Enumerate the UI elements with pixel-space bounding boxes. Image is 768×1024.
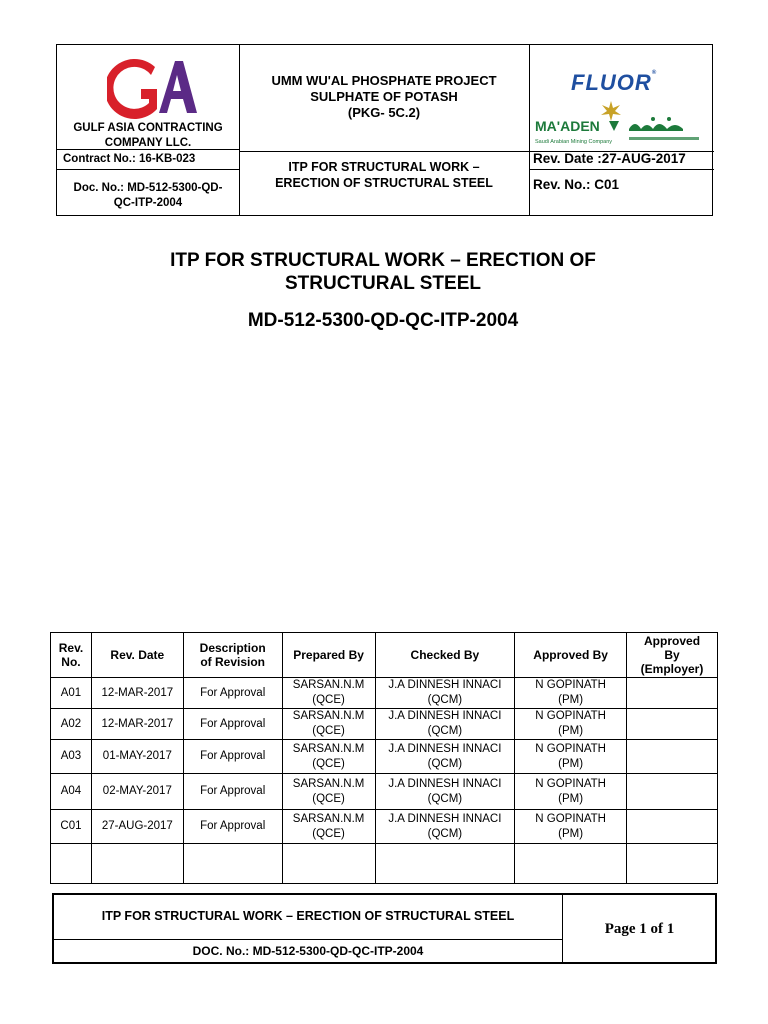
revision-table-header xyxy=(51,633,718,678)
prepared-by-cell xyxy=(282,740,375,774)
column-header: Rev. No. xyxy=(51,633,92,678)
approved-by-line: (PM) xyxy=(558,725,584,737)
checked-by-line: (QCM) xyxy=(427,725,463,737)
rev-number-cell: C01 xyxy=(51,810,92,844)
checked-by-line: (QCM) xyxy=(427,792,463,805)
employer-approval-cell xyxy=(627,810,718,844)
checked-by-line: (QCM) xyxy=(427,757,463,770)
rev-date-cell: 12-MAR-2017 xyxy=(91,678,183,709)
maaden-logo-subtitle: Saudi Arabian Mining Company xyxy=(535,139,613,145)
header-divider xyxy=(57,169,239,170)
approved-by-line: N GOPINATH xyxy=(535,710,606,722)
empty-cell xyxy=(375,844,515,884)
page-number: Page 1 of 1 xyxy=(604,921,675,937)
footer-title: ITP FOR STRUCTURAL WORK – ERECTION OF STRUCTURAL STEEL xyxy=(101,909,515,923)
prepared-by-line: SARSAN.N.M xyxy=(292,812,365,825)
description-cell: For Approval xyxy=(183,810,282,844)
approved-by-line: (PM) xyxy=(558,694,584,706)
document-footer xyxy=(52,893,717,964)
empty-cell xyxy=(183,844,282,884)
rev-date-cell: 27-AUG-2017 xyxy=(91,810,183,844)
checked-by-line: J.A DINNESH INNACI xyxy=(388,742,502,755)
revision-date: Rev. Date :27-AUG-2017 xyxy=(533,151,686,166)
approved-by-cell xyxy=(515,810,627,844)
checked-by-cell xyxy=(375,678,515,709)
rev-number-cell: A02 xyxy=(51,709,92,740)
table-row xyxy=(51,678,718,709)
header-divider xyxy=(529,45,530,215)
maaden-logo xyxy=(533,101,713,149)
approved-by-cell xyxy=(515,678,627,709)
checked-by-line: (QCM) xyxy=(427,694,463,706)
document-number: MD-512-5300-QD-QC-ITP-2004 xyxy=(247,310,519,331)
prepared-by-line: SARSAN.N.M xyxy=(292,679,365,691)
prepared-by-line: SARSAN.N.M xyxy=(292,742,365,755)
checked-by-line: J.A DINNESH INNACI xyxy=(388,679,502,691)
approved-by-line: (PM) xyxy=(558,827,584,840)
header-doc-number-line: QC-ITP-2004 xyxy=(113,197,183,209)
approved-by-line: N GOPINATH xyxy=(535,742,606,755)
maaden-logo-text: MA'ADEN xyxy=(535,118,600,134)
empty-cell xyxy=(282,844,375,884)
gulf-asia-logo xyxy=(107,53,197,125)
column-header: Checked By xyxy=(375,633,515,678)
rev-date-cell: 12-MAR-2017 xyxy=(91,709,183,740)
prepared-by-line: (QCE) xyxy=(312,827,345,840)
table-row xyxy=(51,709,718,740)
approved-by-cell xyxy=(515,740,627,774)
description-cell: For Approval xyxy=(183,709,282,740)
approved-by-line: N GOPINATH xyxy=(535,777,606,790)
column-header: Approved By xyxy=(515,633,627,678)
employer-approval-cell xyxy=(627,740,718,774)
project-name-line: SULPHATE OF POTASH xyxy=(310,89,458,104)
employer-approval-cell xyxy=(627,774,718,810)
checked-by-line: J.A DINNESH INNACI xyxy=(388,777,502,790)
document-title xyxy=(100,249,666,295)
fluor-logo-text: FLUOR xyxy=(571,70,652,95)
approved-by-line: (PM) xyxy=(558,757,584,770)
description-cell: For Approval xyxy=(183,774,282,810)
revision-table xyxy=(50,632,718,884)
checked-by-cell xyxy=(375,740,515,774)
checked-by-cell xyxy=(375,810,515,844)
table-row xyxy=(51,810,718,844)
employer-approval-cell xyxy=(627,709,718,740)
approved-by-cell xyxy=(515,709,627,740)
table-row-empty xyxy=(51,844,718,884)
project-name-line: UMM WU'AL PHOSPHATE PROJECT xyxy=(271,73,497,88)
table-row xyxy=(51,774,718,810)
approved-by-line: N GOPINATH xyxy=(535,679,606,691)
approved-by-line: N GOPINATH xyxy=(535,812,606,825)
header-itp-title-line: ERECTION OF STRUCTURAL STEEL xyxy=(275,176,493,190)
header-itp-title-line: ITP FOR STRUCTURAL WORK – xyxy=(288,160,480,174)
registered-mark: ® xyxy=(651,70,658,76)
column-header: Prepared By xyxy=(282,633,375,678)
prepared-by-cell xyxy=(282,709,375,740)
checked-by-line: J.A DINNESH INNACI xyxy=(388,812,502,825)
rev-number-cell: A04 xyxy=(51,774,92,810)
header-doc-number xyxy=(57,181,239,211)
checked-by-line: (QCM) xyxy=(427,827,463,840)
checked-by-cell xyxy=(375,774,515,810)
header-itp-title xyxy=(239,159,529,191)
footer-divider xyxy=(54,939,562,940)
approved-by-cell xyxy=(515,774,627,810)
rev-date-cell: 02-MAY-2017 xyxy=(91,774,183,810)
prepared-by-line: SARSAN.N.M xyxy=(292,777,365,790)
project-name-line: (PKG- 5C.2) xyxy=(347,105,421,120)
document-title-line: ITP FOR STRUCTURAL WORK – ERECTION OF xyxy=(170,250,596,271)
description-cell: For Approval xyxy=(183,740,282,774)
prepared-by-line: (QCE) xyxy=(312,725,345,737)
empty-cell xyxy=(627,844,718,884)
description-cell: For Approval xyxy=(183,678,282,709)
employer-approval-cell xyxy=(627,678,718,709)
empty-cell xyxy=(515,844,627,884)
fluor-logo xyxy=(571,70,657,96)
rev-date-cell: 01-MAY-2017 xyxy=(91,740,183,774)
column-header: Description of Revision xyxy=(183,633,282,678)
approved-by-line: (PM) xyxy=(558,792,584,805)
table-row xyxy=(51,740,718,774)
prepared-by-line: (QCE) xyxy=(312,757,345,770)
company-name-line: GULF ASIA CONTRACTING xyxy=(73,122,223,134)
prepared-by-line: (QCE) xyxy=(312,694,345,706)
rev-number-cell: A01 xyxy=(51,678,92,709)
header-doc-number-line: Doc. No.: MD-512-5300-QD- xyxy=(73,182,223,194)
prepared-by-line: SARSAN.N.M xyxy=(292,710,365,722)
document-title-line: STRUCTURAL STEEL xyxy=(285,273,481,294)
prepared-by-cell xyxy=(282,678,375,709)
empty-cell xyxy=(91,844,183,884)
footer-doc-number: DOC. No.: MD-512-5300-QD-QC-ITP-2004 xyxy=(192,944,424,958)
contract-number: Contract No.: 16-KB-023 xyxy=(63,153,196,165)
checked-by-line: J.A DINNESH INNACI xyxy=(388,710,502,722)
header-divider xyxy=(529,169,714,170)
prepared-by-line: (QCE) xyxy=(312,792,345,805)
rev-number-cell: A03 xyxy=(51,740,92,774)
checked-by-cell xyxy=(375,709,515,740)
prepared-by-cell xyxy=(282,810,375,844)
column-header: Approved By (Employer) xyxy=(627,633,718,678)
company-name-line: COMPANY LLC. xyxy=(104,137,192,149)
project-name xyxy=(239,73,529,121)
document-header xyxy=(56,44,713,216)
column-header: Rev. Date xyxy=(91,633,183,678)
revision-number: Rev. No.: C01 xyxy=(533,177,620,192)
prepared-by-cell xyxy=(282,774,375,810)
empty-cell xyxy=(51,844,92,884)
company-name xyxy=(57,121,239,151)
